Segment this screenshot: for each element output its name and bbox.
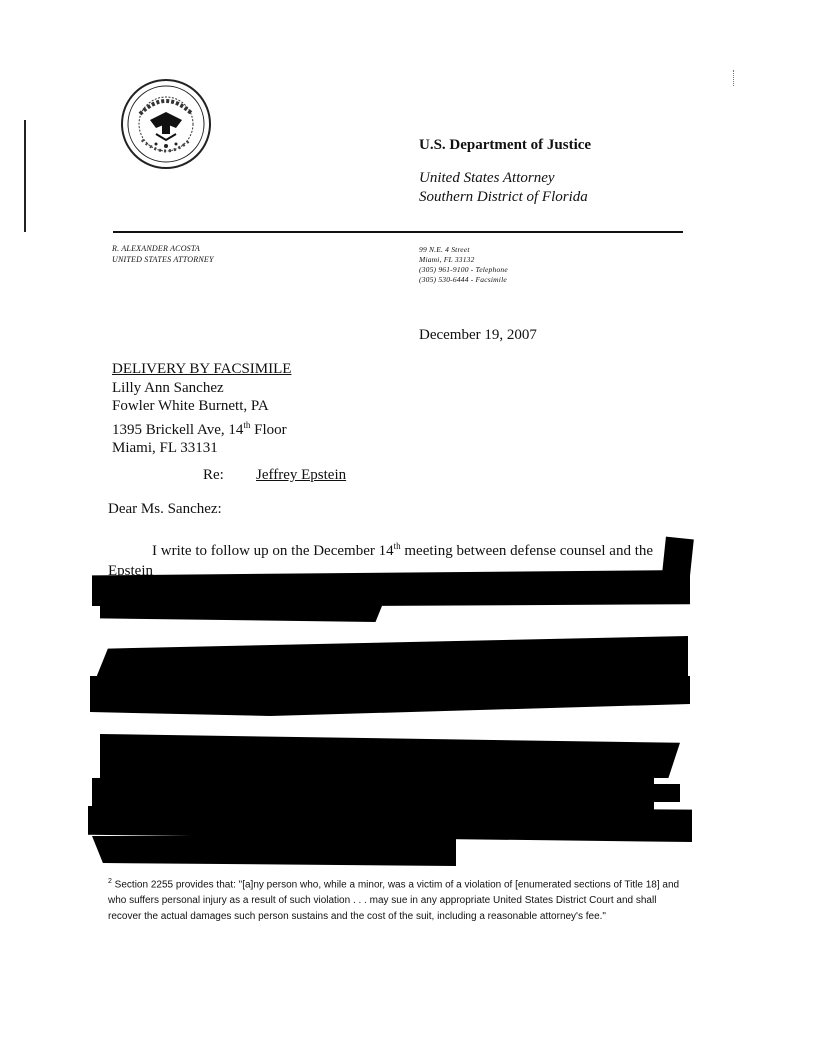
recipient-block bbox=[112, 360, 291, 458]
letter-date: December 19, 2007 bbox=[419, 327, 537, 343]
redaction-block bbox=[650, 784, 680, 802]
address-city: Miami, FL 33132 bbox=[419, 255, 475, 264]
office-district: Southern District of Florida bbox=[419, 189, 588, 205]
footnote-text: Section 2255 provides that: "[a]ny person who, while a minor, was a victim of a violation of [enumerated sections of Title 18] and who suffers personal injury as a result of such violation . . . may sue in any appropriate United States District Court and shall recover the actual damages such person sustains and the cost of the suit, including a reasonable attorney's fee." bbox=[108, 879, 680, 923]
address-street: 99 N.E. 4 Street bbox=[419, 245, 470, 254]
redaction-block bbox=[100, 734, 680, 778]
redaction-block bbox=[90, 676, 690, 716]
salutation: Dear Ms. Sanchez: bbox=[108, 501, 222, 517]
body-line-1-part-a: I write to follow up on the December 14 bbox=[152, 543, 394, 559]
margin-scan-line bbox=[24, 120, 26, 232]
redaction-block bbox=[92, 836, 456, 866]
recipient-firm: Fowler White Burnett, PA bbox=[112, 398, 269, 414]
recipient-street-sup: th bbox=[243, 419, 251, 430]
recipient-street-number: 1395 Brickell Ave, 14 bbox=[112, 421, 244, 438]
recipient-street-floor: Floor bbox=[250, 421, 287, 438]
re-subject: Jeffrey Epstein bbox=[256, 467, 347, 483]
recipient-name: Lilly Ann Sanchez bbox=[112, 379, 224, 396]
redaction-block bbox=[96, 636, 688, 678]
address-phone: (305) 961-9100 - Telephone bbox=[419, 265, 508, 274]
sender-block bbox=[112, 243, 214, 265]
address-fax: (305) 530-6444 - Facsimile bbox=[419, 275, 507, 284]
agency-name: U.S. Department of Justice bbox=[419, 137, 592, 153]
recipient-city: Miami, FL 33131 bbox=[112, 440, 218, 456]
letterhead-rule bbox=[113, 231, 683, 233]
department-of-justice-seal-icon bbox=[120, 78, 212, 170]
sender-title: UNITED STATES ATTORNEY bbox=[112, 255, 214, 264]
scan-mark bbox=[733, 70, 735, 86]
redaction-block bbox=[662, 537, 694, 576]
office-title: United States Attorney bbox=[419, 170, 555, 186]
office-address-block bbox=[419, 245, 508, 285]
footnote bbox=[108, 874, 690, 925]
delivery-method: DELIVERY BY FACSIMILE bbox=[112, 361, 292, 377]
sender-name: R. ALEXANDER ACOSTA bbox=[112, 244, 201, 253]
body-line-1-sup: th bbox=[393, 541, 401, 551]
body-line-1-part-b: meeting between defense counsel and the Epstein bbox=[108, 543, 654, 579]
recipient-street bbox=[112, 416, 291, 440]
redaction-block bbox=[100, 586, 390, 622]
footnote-marker: 2 bbox=[108, 878, 112, 885]
re-label: Re: bbox=[203, 467, 224, 483]
